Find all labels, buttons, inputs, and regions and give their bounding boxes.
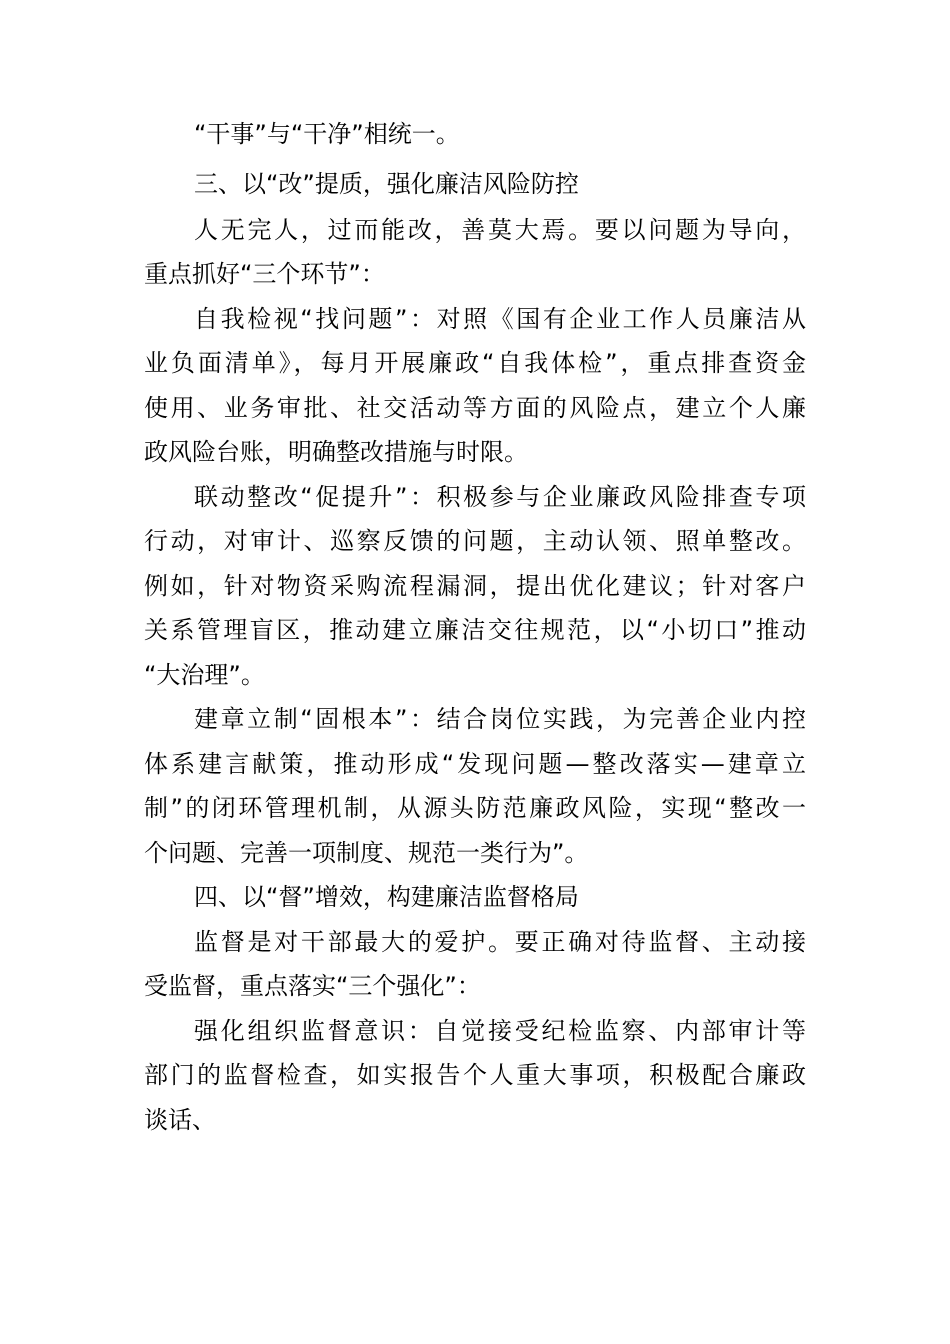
text-line: 建章立制“固根本”：结合岗位实践，为完善企业内控 [194,705,806,733]
text-line: 监督是对干部最大的爱护。要正确对待监督、主动接 [194,928,806,956]
text-line: 联动整改“促提升”：积极参与企业廉政风险排查专项 [194,483,806,511]
text-line: 行动，对审计、巡察反馈的问题，主动认领、照单整改。 [144,527,806,555]
text-line: “干事”与“干净”相统一。 [194,120,460,148]
text-line: 人无完人，过而能改，善莫大焉。要以问题为导向， [194,216,806,244]
text-line: 制”的闭环管理机制，从源头防范廉政风险，实现“整改一 [144,794,806,822]
text-line: 体系建言献策，推动形成“发现问题—整改落实—建章立 [144,750,806,778]
text-line: 关系管理盲区，推动建立廉洁交往规范，以“小切口”推动 [144,616,806,644]
text-line: 部门的监督检查，如实报告个人重大事项，积极配合廉政 [144,1061,806,1089]
text-line: 使用、业务审批、社交活动等方面的风险点，建立个人廉 [144,394,806,422]
text-line: 重点抓好“三个环节”： [144,260,385,288]
text-line: “大治理”。 [144,661,265,689]
section-heading: 四、以“督”增效，构建廉洁监督格局 [194,883,579,911]
text-line: 业负面清单》，每月开展廉政“自我体检”，重点排查资金 [144,349,806,377]
text-line: 受监督，重点落实“三个强化”： [144,972,481,1000]
text-line: 个问题、完善一项制度、规范一类行为”。 [144,839,589,867]
text-line: 政风险台账，明确整改措施与时限。 [144,438,528,466]
text-line: 强化组织监督意识：自觉接受纪检监察、内部审计等 [194,1017,806,1045]
section-heading: 三、以“改”提质，强化廉洁风险防控 [194,170,579,198]
text-line: 自我检视“找问题”：对照《国有企业工作人员廉洁从 [194,305,806,333]
text-line: 谈话、 [144,1106,216,1134]
text-line: 例如，针对物资采购流程漏洞，提出优化建议；针对客户 [144,572,806,600]
